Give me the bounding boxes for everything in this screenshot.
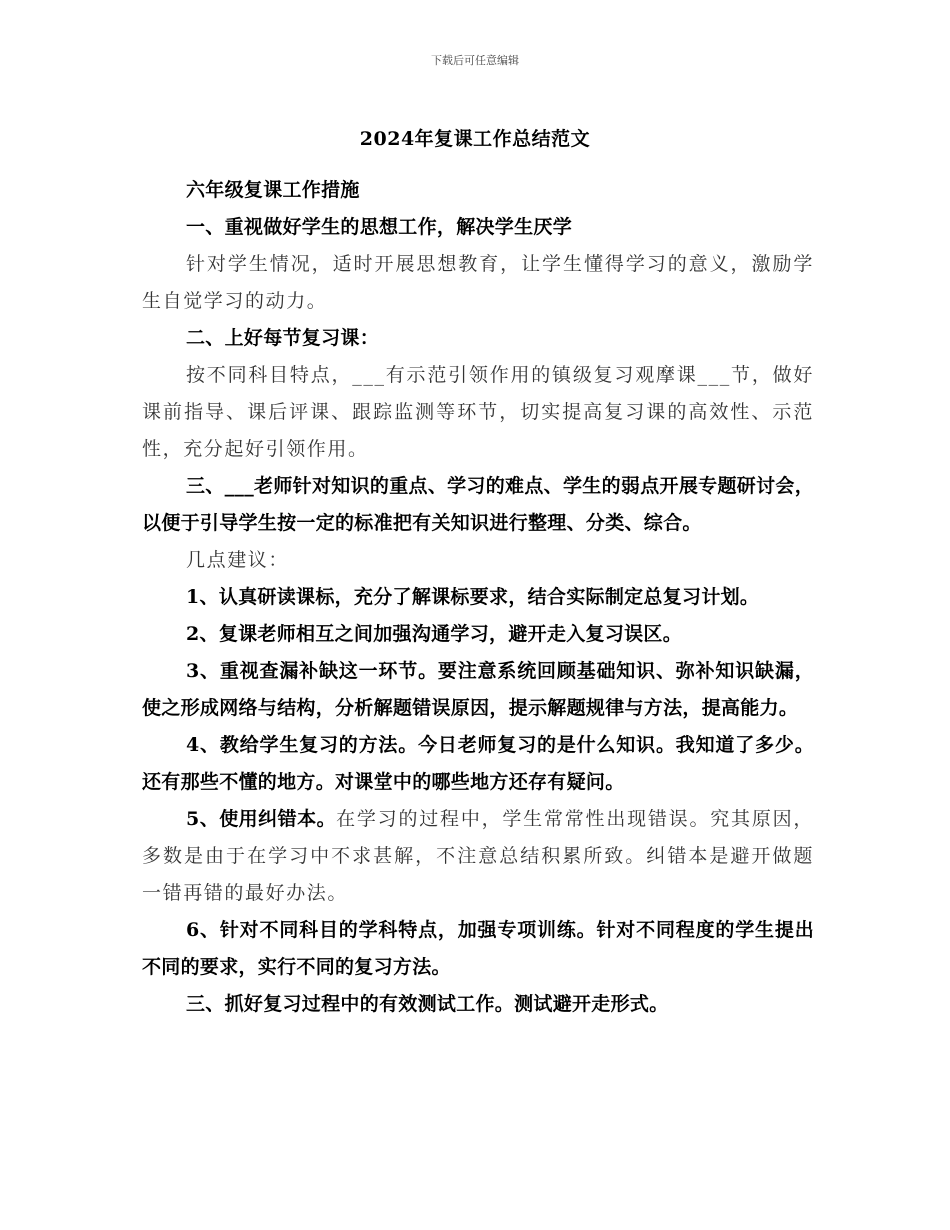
paragraph-1: 针对学生情况，适时开展思想教育，让学生懂得学习的意义，激励学生自觉学习的动力。 <box>142 253 814 312</box>
section-heading-grade-six: 六年级复课工作措施 <box>186 179 360 201</box>
suggestion-1: 1、认真研读课标，充分了解课标要求，结合实际制定总复习计划。 <box>186 586 760 608</box>
document-body <box>142 172 814 1023</box>
paragraph-2: 按不同科目特点，___有示范引领作用的镇级复习观摩课___节，做好课前指导、课后评课、跟踪监测等环节，切实提高复习课的高效性、示范性，充分起好引领作用。 <box>142 364 814 460</box>
suggestion-3: 3、重视查漏补缺这一环节。要注意系统回顾基础知识、弥补知识缺漏，使之形成网络与结构，分析解题错误原因，提示解题规律与方法，提高能力。 <box>142 660 814 719</box>
header-note: 下载后可任意编辑 <box>431 54 519 67</box>
suggestions-heading: 几点建议： <box>186 549 290 571</box>
suggestion-5-text: 在学习的过程中，学生常常性出现错误。究其原因，多数是由于在学习中不求甚解，不注意总结积累所致。纠错本是避开做题一错再错的最好办法。 <box>142 808 814 904</box>
section-heading-1: 一、重视做好学生的思想工作，解决学生厌学 <box>186 216 573 238</box>
document-title: 2024年复课工作总结范文 <box>359 128 591 150</box>
suggestion-4: 4、教给学生复习的方法。今日老师复习的是什么知识。我知道了多少。还有那些不懂的地方。对课堂中的哪些地方还存有疑问。 <box>142 734 814 793</box>
suggestion-5 <box>142 801 814 912</box>
suggestion-2: 2、复课老师相互之间加强沟通学习，避开走入复习误区。 <box>186 623 683 645</box>
suggestion-5-lead: 5、使用纠错本。 <box>186 808 337 830</box>
section-heading-3: 三、___老师针对知识的重点、学习的难点、学生的弱点开展专题研讨会，以便于引导学生按一定的标准把有关知识进行整理、分类、综合。 <box>142 475 814 534</box>
section-heading-2: 二、上好每节复习课： <box>186 327 380 349</box>
section-heading-3b: 三、抓好复习过程中的有效测试工作。测试避开走形式。 <box>186 993 669 1015</box>
suggestion-6: 6、针对不同科目的学科特点，加强专项训练。针对不同程度的学生提出不同的要求，实行不同的复习方法。 <box>142 919 814 978</box>
